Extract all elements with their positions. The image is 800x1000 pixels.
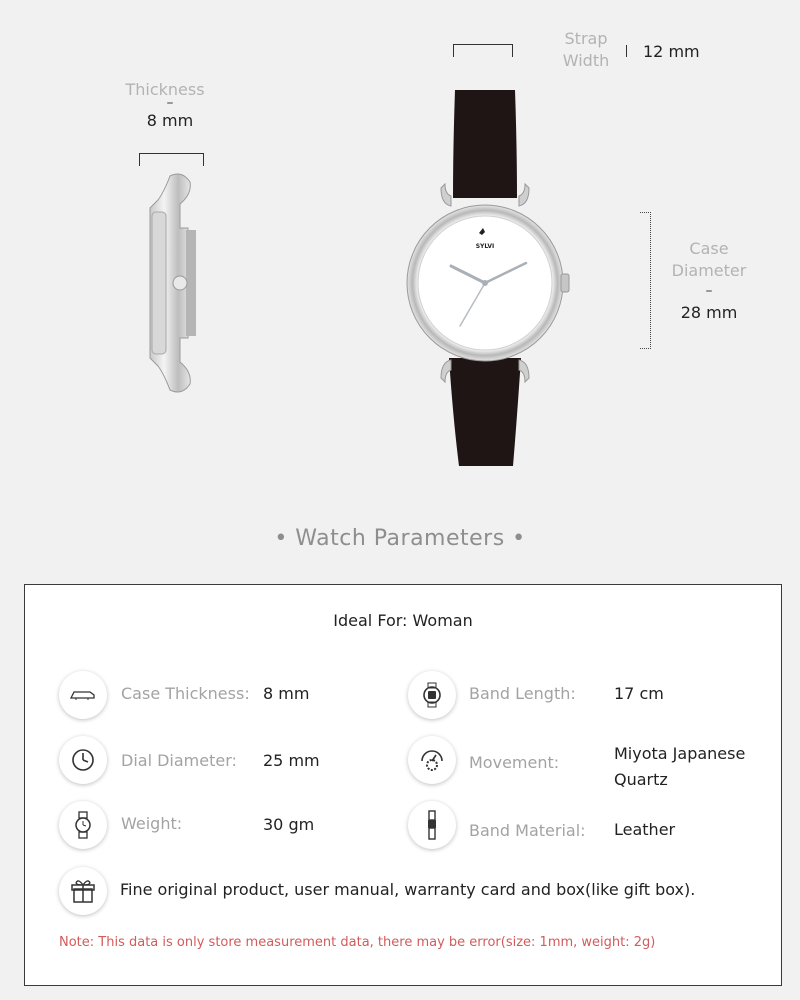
thickness-dash: –	[166, 95, 174, 111]
clock-icon	[59, 736, 107, 784]
strap-width-bracket	[453, 44, 513, 57]
package-contents: Fine original product, user manual, warranty card and box(like gift box).	[120, 880, 696, 899]
case-thickness-label: Case Thickness:	[121, 684, 250, 703]
dial-diameter-value: 25 mm	[263, 751, 320, 770]
strap-icon	[408, 801, 456, 849]
strap-width-label: Strap Width	[562, 29, 610, 70]
thickness-bracket	[139, 153, 204, 166]
band-material-label: Band Material:	[469, 821, 586, 840]
case-diameter-dash: –	[705, 283, 713, 299]
section-title: • Watch Parameters •	[274, 526, 526, 551]
strap-width-value: 12 mm	[643, 42, 700, 61]
case-diameter-label: Case Diameter	[671, 239, 747, 280]
thickness-label: Thickness	[125, 80, 205, 99]
movement-gear-icon	[408, 736, 456, 784]
case-diameter-bracket	[640, 212, 651, 349]
band-material-value: Leather	[614, 820, 676, 839]
watch-front-image	[405, 88, 570, 468]
wristwatch-icon	[59, 801, 107, 849]
strap-width-tick	[626, 45, 627, 57]
band-length-value: 17 cm	[614, 684, 664, 703]
brand-logo: SYLVI	[475, 243, 495, 250]
movement-label: Movement:	[469, 753, 560, 772]
watch-band-icon	[408, 671, 456, 719]
case-thickness-value: 8 mm	[263, 684, 310, 703]
weight-label: Weight:	[121, 814, 183, 833]
dial-diameter-label: Dial Diameter:	[121, 751, 237, 770]
movement-value: Miyota Japanese Quartz	[614, 744, 746, 789]
weight-value: 30 gm	[263, 815, 315, 834]
gift-box-icon	[59, 867, 107, 915]
band-length-label: Band Length:	[469, 684, 576, 703]
watch-side-icon	[59, 671, 107, 719]
watch-side-view-image	[130, 168, 220, 398]
ideal-for: Ideal For: Woman	[333, 611, 473, 630]
case-diameter-value: 28 mm	[680, 303, 738, 322]
measurement-note: Note: This data is only store measurement data, there may be error(size: 1mm, weight: 2g)	[59, 935, 656, 950]
parameters-card	[24, 584, 782, 986]
thickness-value: 8 mm	[146, 111, 194, 130]
